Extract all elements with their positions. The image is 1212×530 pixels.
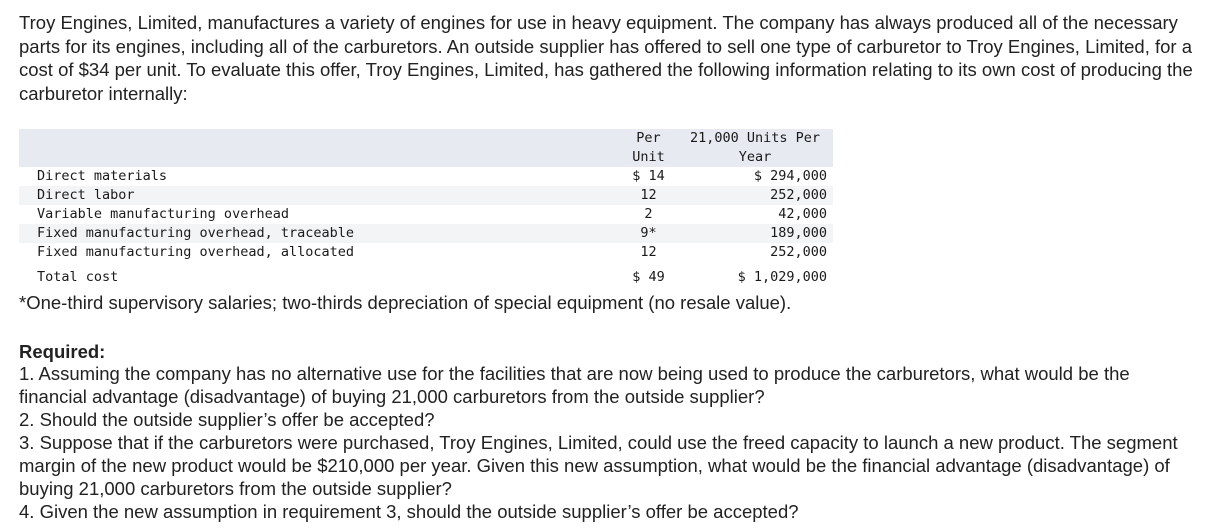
row-per-unit: 12 <box>614 186 683 205</box>
requirement-item: 1. Assuming the company has no alternative use for the facilities that are now being used to produce the carburetors, what would be the financial advantage (disadvantage) of buying 21,000 carburetors from the outside supplier? <box>19 363 1130 407</box>
required-list <box>19 362 1199 523</box>
row-per-unit: 9* <box>614 224 683 243</box>
total-per-unit: $ 49 <box>614 262 683 292</box>
total-label: Total cost <box>19 262 614 292</box>
row-label: Direct materials <box>19 167 614 186</box>
table-row <box>19 205 833 224</box>
row-per-year: 189,000 <box>683 224 833 243</box>
header-label-cell <box>19 148 614 167</box>
row-per-unit: $ 14 <box>614 167 683 186</box>
row-per-unit: 2 <box>614 205 683 224</box>
requirement-item: 4. Given the new assumption in requirement 3, should the outside supplier’s offer be accepted? <box>19 501 799 522</box>
requirement-item: 2. Should the outside supplier’s offer be accepted? <box>19 409 435 430</box>
row-label: Fixed manufacturing overhead, traceable <box>19 224 614 243</box>
table-row <box>19 167 833 186</box>
row-label: Fixed manufacturing overhead, allocated <box>19 243 614 262</box>
row-label: Variable manufacturing overhead <box>19 205 614 224</box>
table-footnote: *One-third supervisory salaries; two-thirds depreciation of special equipment (no resale value). <box>19 292 792 313</box>
header-per-year-line1: 21,000 Units Per <box>683 129 833 148</box>
total-row <box>19 262 833 292</box>
row-per-year: 252,000 <box>683 243 833 262</box>
table-row <box>19 243 833 262</box>
cost-table <box>19 129 833 292</box>
table-header-row <box>19 129 833 148</box>
table-row <box>19 224 833 243</box>
table-header-row <box>19 148 833 167</box>
problem-intro: Troy Engines, Limited, manufactures a variety of engines for use in heavy equipment. The company has always produced all of the necessary parts for its engines, including all of the carburetors. An outside supplier has offered to sell one type of carburetor to Troy Engines, Limited, for a cost of $34 per unit. To evaluate this offer, Troy Engines, Limited, has gathered the following information relating to its own cost of producing the carburetor internally: <box>19 12 1193 104</box>
total-per-year: $ 1,029,000 <box>683 262 833 292</box>
header-per-year-line2: Year <box>683 148 833 167</box>
row-per-year: 42,000 <box>683 205 833 224</box>
table-row <box>19 186 833 205</box>
header-per-unit-line2: Unit <box>614 148 683 167</box>
row-per-year: $ 294,000 <box>683 167 833 186</box>
row-label: Direct labor <box>19 186 614 205</box>
row-per-unit: 12 <box>614 243 683 262</box>
header-label-cell <box>19 129 614 148</box>
header-per-unit-line1: Per <box>614 129 683 148</box>
row-per-year: 252,000 <box>683 186 833 205</box>
required-heading: Required: <box>19 341 106 362</box>
requirement-item: 3. Suppose that if the carburetors were purchased, Troy Engines, Limited, could use the freed capacity to launch a new product. The segment margin of the new product would be $210,000 per year. Given this new assumption, what would be the financial advantage (disadvantage) of buying 21,000 carburetors from the outside supplier? <box>19 432 1178 499</box>
